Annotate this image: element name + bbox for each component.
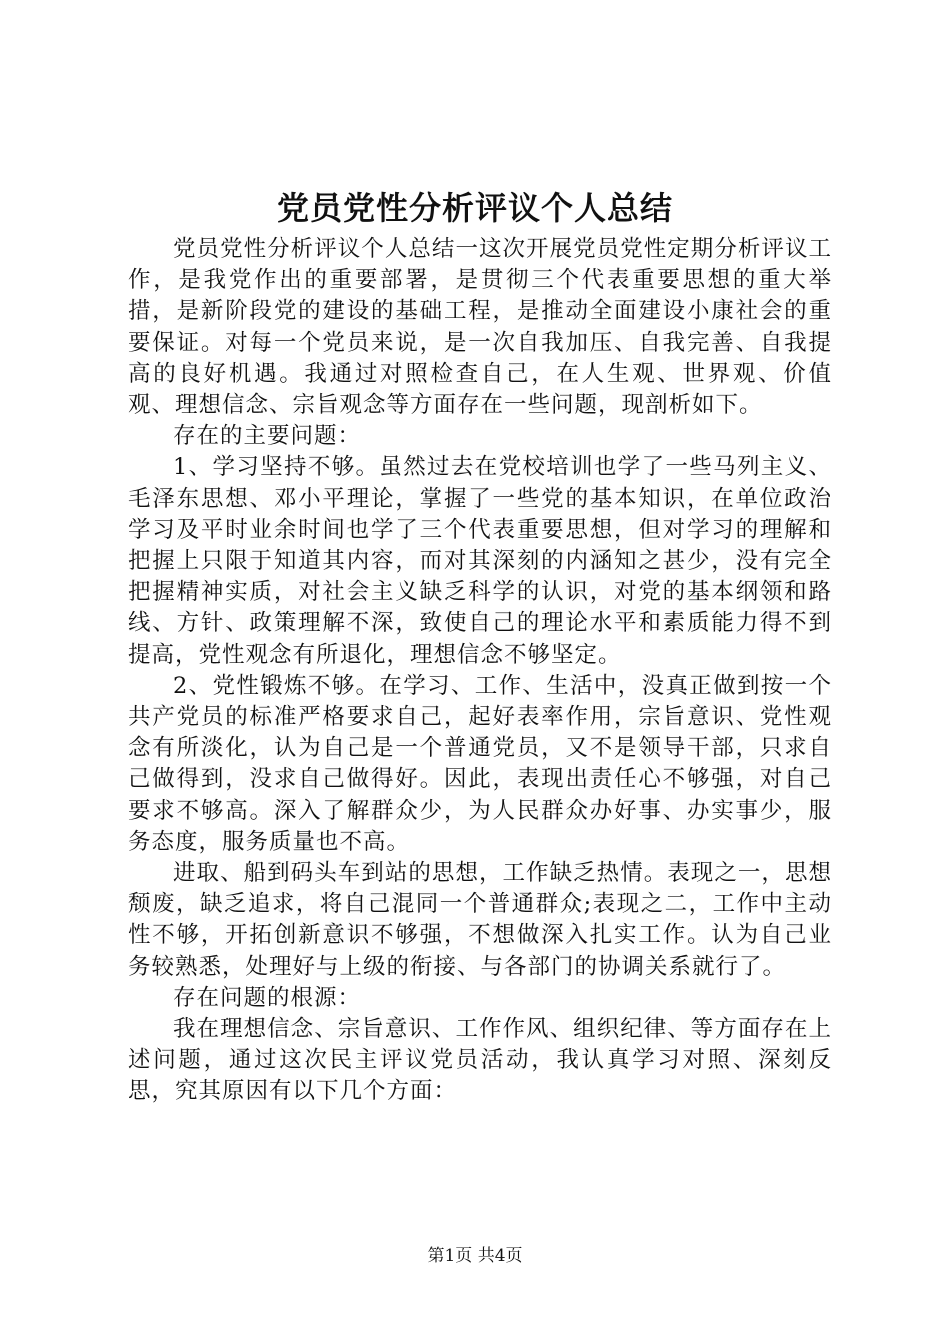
page-number-footer: 第1页 共4页 (427, 1246, 523, 1266)
paragraph-problem-3: 进取、船到码头车到站的思想，工作缺乏热情。表现之一，思想颓废，缺乏追求，将自己混同一个普通群众;表现之二，工作中主动性不够，开拓创新意识不够强，不想做深入扎实工作。认为自己业务较熟悉，处理好与上级的衔接、与各部门的协调关系就行了。 (128, 860, 832, 980)
paragraph-intro: 党员党性分析评议个人总结一这次开展党员党性定期分析评议工作，是我党作出的重要部署，是贯彻三个代表重要思想的重大举措，是新阶段党的建设的基础工程，是推动全面建设小康社会的重要保证。对每一个党员来说，是一次自我加压、自我完善、自我提高的良好机遇。我通过对照检查自己，在人生观、世界观、价值观、理想信念、宗旨观念等方面存在一些问题，现剖析如下。 (128, 236, 832, 419)
paragraph-root-cause: 我在理想信念、宗旨意识、工作作风、组织纪律、等方面存在上述问题，通过这次民主评议党员活动，我认真学习对照、深刻反思，究其原因有以下几个方面： (128, 1016, 832, 1105)
document-title: 党员党性分析评议个人总结 (276, 189, 673, 227)
paragraph-problem-2: 2、党性锻炼不够。在学习、工作、生活中，没真正做到按一个共产党员的标准严格要求自己，起好表率作用，宗旨意识、党性观念有所淡化，认为自己是一个普通党员，又不是领导干部，只求自己做得到，没求自己做得好。因此，表现出责任心不够强，对自己要求不够高。深入了解群众少，为人民群众办好事、办实事少，服务态度，服务质量也不高。 (128, 672, 832, 855)
document-body (128, 234, 832, 1108)
paragraph-root-cause-heading: 存在问题的根源： (173, 984, 362, 1011)
paragraph-problems-heading: 存在的主要问题： (173, 423, 362, 450)
paragraph-problem-1: 1、学习坚持不够。虽然过去在党校培训也学了一些马列主义、毛泽东思想、邓小平理论，掌握了一些党的基本知识，在单位政治学习及平时业余时间也学了三个代表重要思想，但对学习的理解和把握上只限于知道其内容，而对其深刻的内涵知之甚少，没有完全把握精神实质，对社会主义缺乏科学的认识，对党的基本纲领和路线、方针、政策理解不深，致使自己的理论水平和素质能力得不到提高，党性观念有所退化，理想信念不够坚定。 (128, 454, 832, 668)
